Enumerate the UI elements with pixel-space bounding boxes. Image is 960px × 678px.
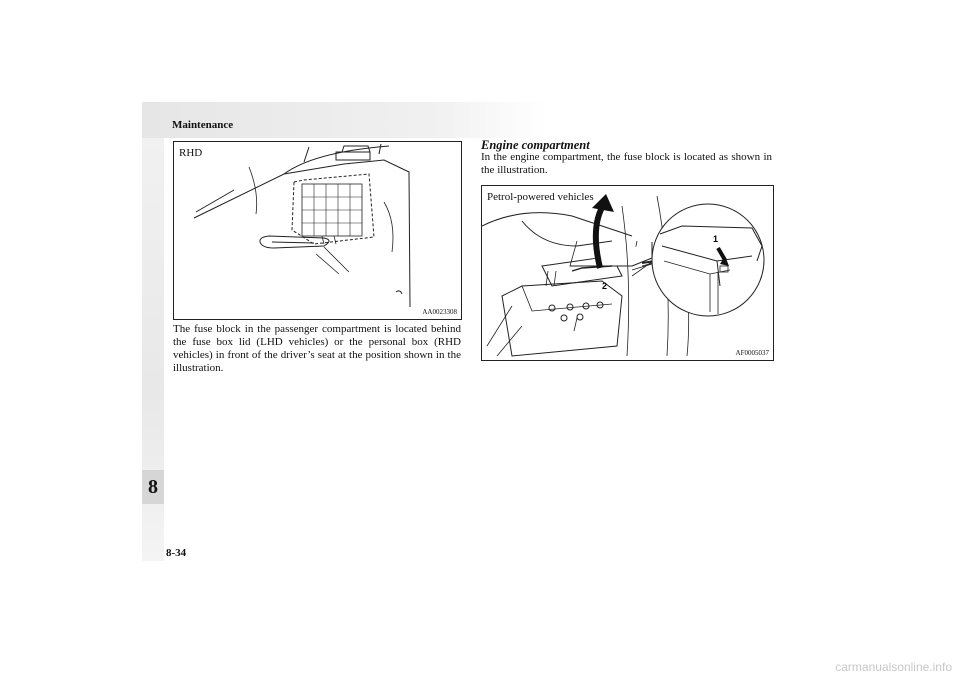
- chapter-tab: 8: [142, 470, 164, 504]
- figure-label-petrol: Petrol-powered vehicles: [487, 191, 594, 203]
- figure-code: AF0005037: [735, 349, 769, 357]
- figure-engine-fuse-block: [481, 185, 774, 361]
- engine-compartment-illustration: [482, 186, 773, 360]
- passenger-fuse-description: The fuse block in the passenger compartment is located behind the fuse box lid (LHD vehicles) or the personal box (RHD vehicles) in front of the driver’s seat at the position shown in the illustration.: [173, 323, 461, 374]
- page-number: 8-34: [166, 547, 187, 559]
- callout-2: 2: [602, 281, 608, 291]
- callout-1: 1: [713, 234, 719, 244]
- engine-compartment-heading: Engine compartment: [481, 138, 590, 152]
- figure-label-rhd: RHD: [179, 147, 203, 159]
- section-title: Maintenance: [172, 119, 234, 131]
- passenger-compartment-illustration: [174, 142, 461, 319]
- figure-code: AA0023308: [422, 308, 457, 316]
- watermark: carmanualsonline.info: [835, 660, 952, 674]
- engine-compartment-description: In the engine compartment, the fuse block is located as shown in the illustration.: [481, 151, 772, 176]
- figure-passenger-fuse-block: [173, 141, 462, 320]
